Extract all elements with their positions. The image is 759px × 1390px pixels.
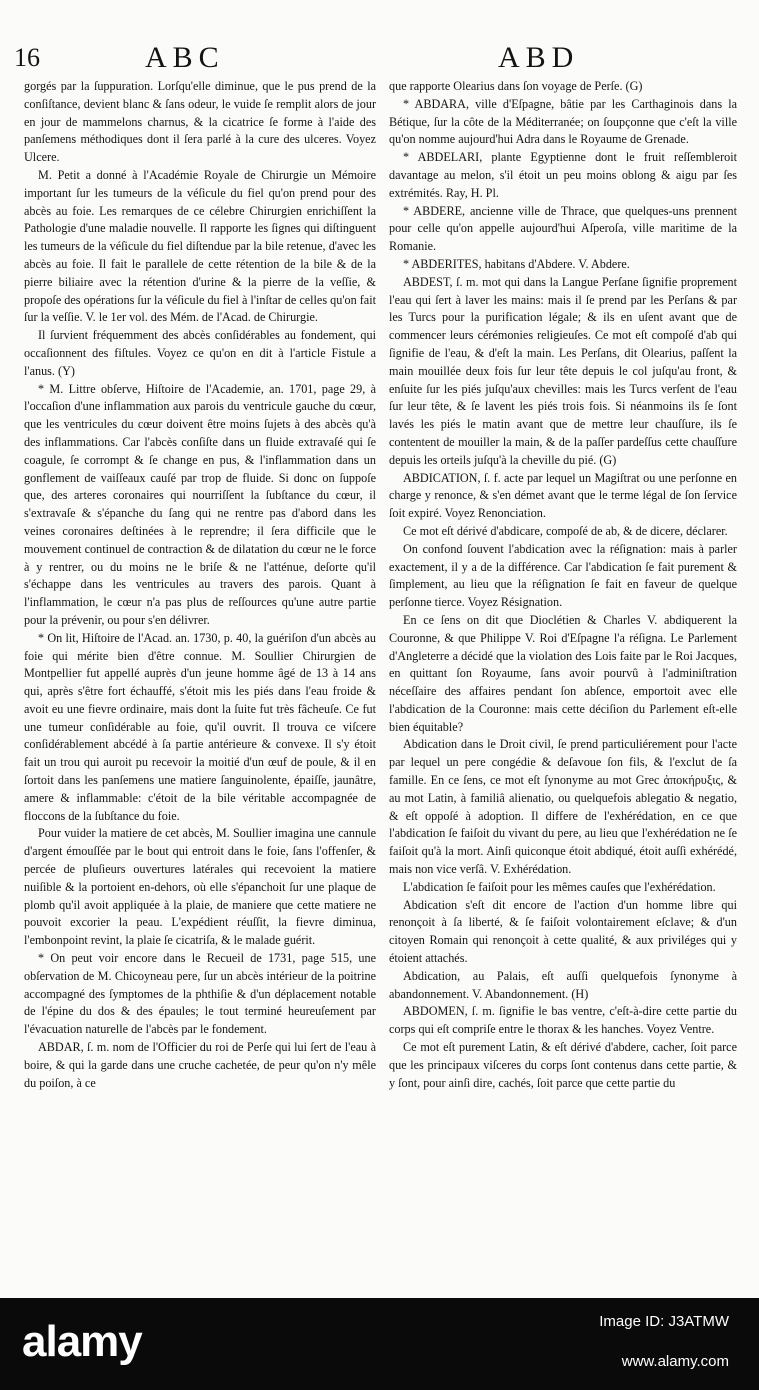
- entry-abdest: ABDEST, ſ. m. mot qui dans la Langue Perſane ſignifie proprement l'eau qui ſert à laver les mains: mais il ſe prend par les Perſans & par les Turcs pour la purification légale; & ils en uſent avant que de commencer leurs cérémonies religieuſes. Ce mot eſt compoſé d'ab qui ſignifie de l'eau, & d'eſt la main. Les Perſans, dit Olearius, paſſent la main mouillée deux fois ſur leur tête depuis le col juſqu'au front, & enſuite ſur les piés juſqu'aux chevilles: mais les Turcs verſent de l'eau ſur leur tête, & ſe lavent les piés trois fois. Si néanmoins ils ſe ſont lavés les piés le matin avant que de mettre leur chauſſure, ils ſe contentent de mouiller la main, & de la paſſer pardeſſus cette chauſſure depuis les orteils juſqu'à la cheville du pié. (G): [389, 274, 737, 467]
- paragraph-diocletien: En ce ſens on dit que Dioclétien & Charles V. abdiquerent la Couronne, & que Philippe V. Roi d'Eſpagne l'a réſigna. Le Parlement d'Angleterre a décidé que la violation des Lois faite par le Roi Jacques, en quittant ſon Royaume, ſans avoir pourvû à l'adminiſtration néceſſaire des affaires pendant ſon abſence, emportoit avec elle l'abdication de la Couronne: mais cette déciſion du Parlement eſt-elle bien équitable?: [389, 612, 737, 734]
- paragraph-chicoyneau: * On peut voir encore dans le Recueil de 1731, page 515, une obſervation de M. Chicoyneau pere, ſur un abcès intérieur de la poitrine accompagné des ſymptomes de la phthiſie & d'un déplacement notable de l'épine du dos & des épaules; le tout terminé heureuſement par l'évacuation naturelle de l'abcès par le fondement.: [24, 951, 376, 1037]
- paragraph-abdicare: Ce mot eſt dérivé d'abdicare, compoſé de ab, & de dicere, déclarer.: [403, 523, 728, 538]
- entry-abdere: * ABDERE, ancienne ville de Thrace, que quelques-uns prennent pour celle qu'on appelle aujourd'hui Aſperoſa, ville maritime de la Romanie.: [389, 203, 737, 254]
- paragraph-fistules: Il ſurvient fréquemment des abcès conſidérables au fondement, qui occaſionnent des fiſtules. Voyez ce qu'on en dit à l'article Fistule a l'anus. (Y): [24, 328, 376, 378]
- paragraph-continued-olearius: que rapporte Olearius dans ſon voyage de Perſe. (G): [389, 79, 643, 93]
- entry-abdelari: * ABDELARI, plante Egyptienne dont le fruit reſſembleroit davantage au melon, s'il étoit un peu moins oblong & aigu par ſes extrémités. Ray, H. Pl.: [389, 150, 737, 200]
- entry-abdar: ABDAR, ſ. m. nom de l'Officier du roi de Perſe qui lui ſert de l'eau à boire, & qui la garde dans une cruche cachetée, de peur qu'on n'y mêle du poiſon, à ce: [24, 1040, 376, 1090]
- site-url: www.alamy.com: [621, 1353, 729, 1370]
- right-text-column: [389, 78, 737, 1296]
- paragraph-homme-libre: Abdication s'eſt dit encore de l'action d'un homme libre qui renonçoit à ſa liberté, & ſe faiſoit volontairement eſclave; & d'un citoyen Romain qui renonçoit à cette qualité, & aux priviléges qui y étoient attachés.: [389, 897, 737, 966]
- paragraph-cannule: Pour vuider la matiere de cet abcès, M. Soullier imagina une cannule d'argent émouſſée par le bout qui entroit dans le foie, ſans l'offenſer, & percée de pluſieurs ouvertures latérales qui recevoient la matiere nuiſible & la portoient en-dehors, où elle s'épanchoit ſur une plaque de plomb qu'il avoit appliquée à la plaie, de maniere que cette matiere ne pouvoit excorier la peau. L'expédient réuſſit, la fievre diminua, l'embonpoint revint, la plaie ſe cicatriſa, & le malade guérit.: [24, 826, 376, 948]
- alamy-logo: alamy: [22, 1317, 142, 1366]
- paragraph-petit-memoire: M. Petit a donné à l'Académie Royale de Chirurgie un Mémoire important ſur les tumeurs de la véſicule du fiel qu'on prend pour des abcès au foie. Les remarques de ce célebre Chirurgien enrichiſſent la Pathologie d'une maladie nouvelle. Il rapporte les ſignes qui diſtinguent les tumeurs de la véſicule du fiel diſtendue par la bile retenue, d'avec les abcès au foie. Il fait le parallele de cette rétention de la bile & de la pierre biliaire avec la rétention d'urine & la pierre de la veſſie, & propoſe des opérations ſur la véſicule du fiel à l'inſtar de celles qu'on fait ſur la veſſie. V. le 1er vol. des Mém. de l'Acad. de Chirurgie.: [24, 167, 376, 325]
- paragraph-droit-civil: Abdication dans le Droit civil, ſe prend particuliérement pour l'acte par lequel un pere congédie & deſavoue ſon fils, & l'exclut de ſa famille. En ce ſens, ce mot eſt ſynonyme au mot Grec ἀποκήρυξις, & au mot Latin, à familiâ alienatio, ou quelquefois ablegatio & negatio, & eſt oppoſé à adoption. Il differe de l'exhérédation, en ce que l'abdication ſe faiſoit du vivant du pere, au lieu que l'exhérédation ne ſe faiſoit qu'à la mort. Ainſi quiconque étoit abdiqué, étoit auſſi exhérédé, mais non vice verſâ. V. Exhérédation.: [389, 737, 737, 877]
- paragraph-soullier: * On lit, Hiſtoire de l'Acad. an. 1730, p. 40, la guériſon d'un abcès au foie qui mérite bien d'être connue. M. Soullier Chirurgien de Montpellier fut appellé auprès d'un jeune homme âgé de 13 à 14 ans qui, après s'être fort échauffé, s'étoit mis les piés dans l'eau froide & avoit eu une fievre ordinaire, mais dont la ſuite fut très fâcheuſe. Ce fut une tumeur conſidérable au foie, qu'il ouvrit. Il trouva ce viſcere conſidérablement abcédé à ſa partie antérieure & convexe. Il s'y étoit fait un trou qui auroit pu recevoir la moitié d'un œuf de poule, & il en ſortoit dans les panſemens une matiere ſanguinolente, épaiſſe, jaunâtre, amere & inflammable: c'étoit de la bile véritable accompagnée de floccons de la ſubſtance du foie.: [24, 630, 376, 823]
- entry-abdication: ABDICATION, ſ. f. acte par lequel un Magiſtrat ou une perſonne en charge y renonce, & s'en démet avant que le terme légal de ſon ſervice ſoit expiré. Voyez Renonciation.: [389, 470, 737, 521]
- paragraph-exheredation: L'abdication ſe faiſoit pour les mêmes cauſes que l'exhérédation.: [403, 879, 716, 894]
- left-running-head: ABC: [145, 41, 225, 74]
- paragraph-littre: * M. Littre obſerve, Hiſtoire de l'Academie, an. 1701, page 29, à l'occaſion d'une inflammation aux parois du ventricule gauche du cœur, que les ventricules du cœur doivent être moins ſujets à des abcès qu'à des inflammations. Car l'abcès conſiſte dans un fluide extravaſé qui ſe coagule, ſe corrompt & ſe change en pus, & l'inflammation dans un gonflement de vaiſſeaux cauſé par trop de fluide. Si donc on ſuppoſe que, des arteres coronaires qui nourriſſent la ſubſtance du cœur, il s'extravaſe & s'épanche du ſang qui ne rentre pas d'abord dans les veines coronaires deſtinées à le reprendre; il ſera difficile que le mouvement continuel de contraction & de dilatation du cœur ne le force à y rentrer, ou du moins ne le briſe & ne l'atténue, deſorte qu'il s'échappe dans les ventricules au travers des parois. Quant à l'inflammation, le cœur n'a pas plus de reſſources qu'une autre partie pour la prévenir, ou pour s'en délivrer.: [24, 381, 376, 627]
- page-number: 16: [14, 43, 40, 72]
- paragraph-abdere-etymology: Ce mot eſt purement Latin, & eſt dérivé d'abdere, cacher, ſoit parce que les principaux viſceres du corps ſont contenus dans cette partie, & y ſont, pour ainſi dire, cachés, ſoit parce que cette partie du: [389, 1040, 737, 1090]
- paragraph-resignation: On confond ſouvent l'abdication avec la réſignation: mais à parler exactement, il y a de la différence. Car l'abdication ſe fait purement & ſimplement, au lieu que la réſignation ſe fait en faveur de quelque perſonne tierce. Voyez Résignation.: [389, 541, 737, 610]
- right-running-head: ABD: [498, 41, 580, 74]
- left-text-column: [24, 78, 376, 1296]
- image-id-label: Image ID: J3ATMW: [599, 1313, 729, 1330]
- entry-abdomen: ABDOMEN, ſ. m. ſignifie le bas ventre, c'eſt-à-dire cette partie du corps qui eſt compriſe entre le thorax & les hanches. Voyez Ventre.: [389, 1004, 737, 1037]
- entry-abderites: * ABDERITES, habitans d'Abdere. V. Abdere.: [403, 256, 630, 271]
- paragraph-au-palais: Abdication, au Palais, eſt auſſi quelquefois ſynonyme à abandonnement. V. Abandonnement. (H): [389, 968, 737, 1001]
- entry-abdara: * ABDARA, ville d'Eſpagne, bâtie par les Carthaginois dans la Bétique, ſur la côte de la Méditerranée; on ſoupçonne que c'eſt la ville qu'on nomme aujourd'hui Adra dans le Royaume de Grenade.: [389, 96, 737, 147]
- paragraph-continued: gorgés par la ſuppuration. Lorſqu'elle diminue, que le pus prend de la conſiſtance, devient blanc & ſans odeur, le vuide ſe remplit alors de jour en jour de mammelons charnus, & la cicatrice ſe forme à l'aide des panſemens méthodiques dont il ſera parlé à la cure des ulceres. Voyez Ulcere.: [24, 79, 376, 165]
